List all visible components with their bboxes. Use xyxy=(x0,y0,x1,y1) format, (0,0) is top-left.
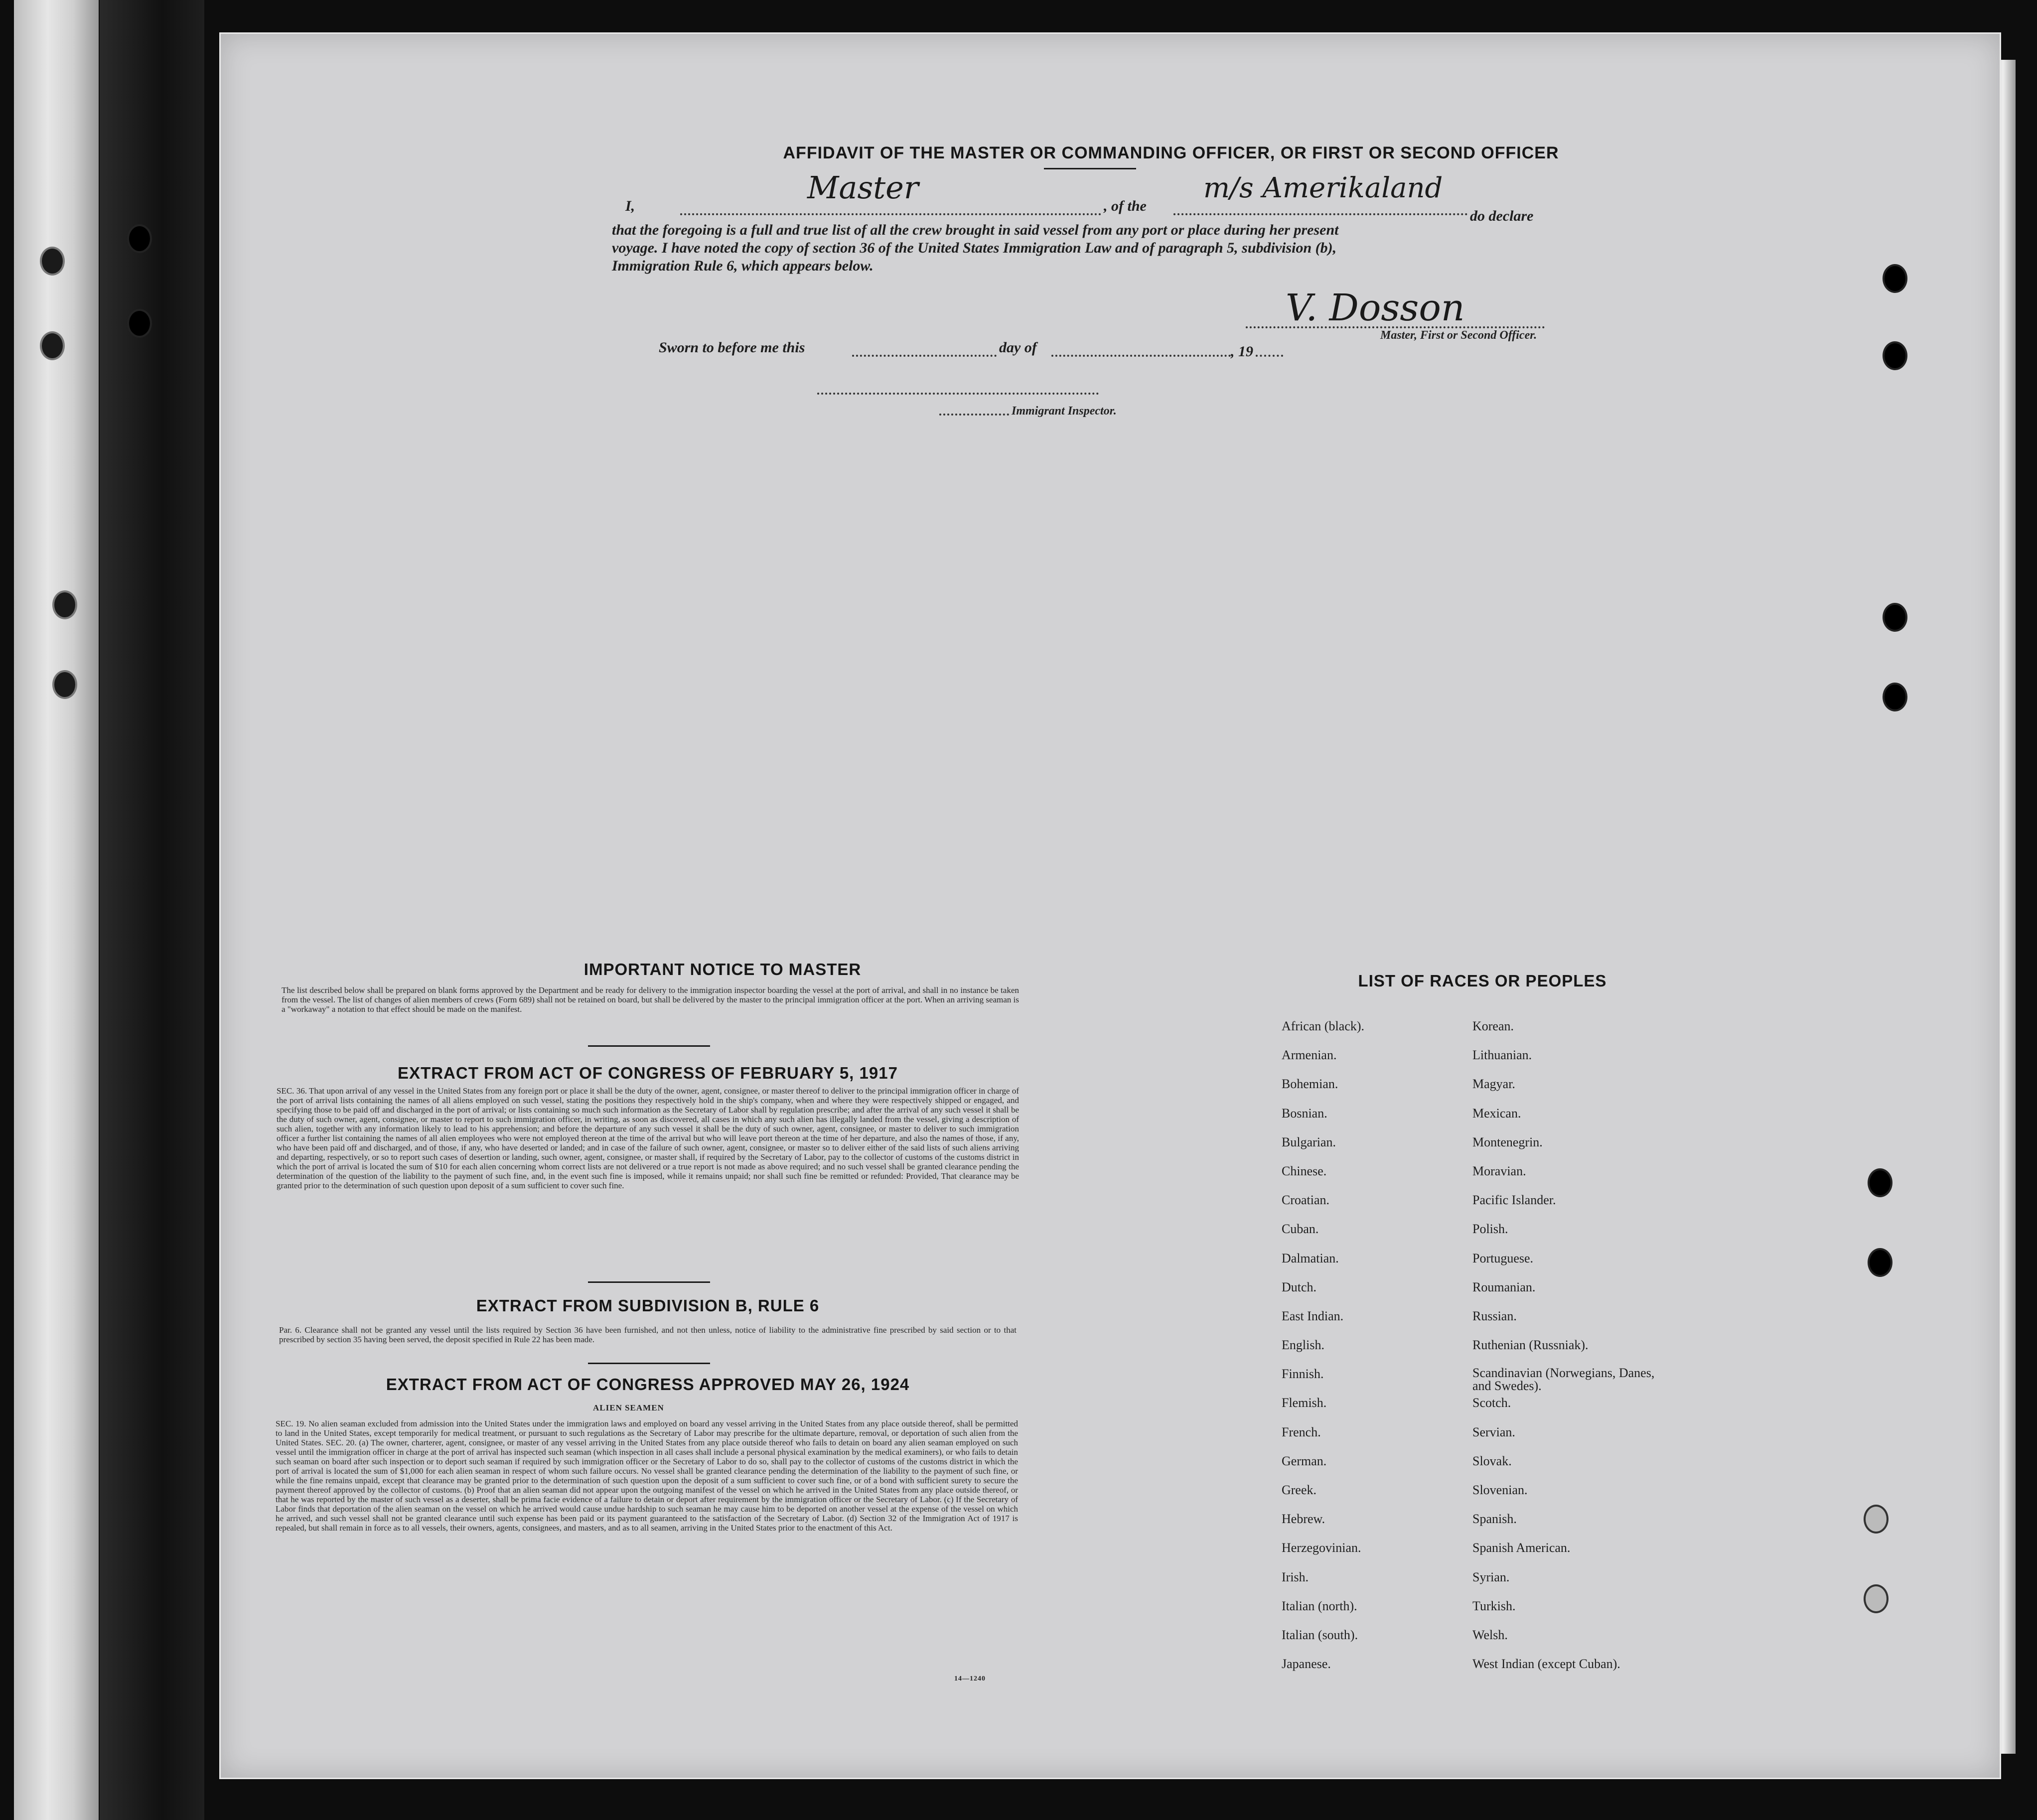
race-item: Spanish. xyxy=(1472,1512,1517,1527)
race-item: Greek. xyxy=(1282,1483,1317,1497)
race-item: Roumanian. xyxy=(1472,1279,1536,1294)
binder-hole xyxy=(40,331,65,360)
binder-hole xyxy=(52,670,77,699)
race-item: Armenian. xyxy=(1282,1048,1337,1063)
race-item: Herzegovinian. xyxy=(1282,1540,1361,1555)
race-item: Bulgarian. xyxy=(1282,1134,1336,1149)
race-item: Croatian. xyxy=(1282,1193,1330,1208)
form-number: 14—1240 xyxy=(954,1675,986,1682)
declare-text: do declare xyxy=(1470,208,1534,224)
race-item: Ruthenian (Russniak). xyxy=(1472,1338,1589,1353)
inspector-caption-line xyxy=(939,414,1009,416)
race-item: Moravian. xyxy=(1472,1163,1526,1178)
race-item: Chinese. xyxy=(1282,1163,1327,1178)
race-item: Flemish. xyxy=(1282,1396,1327,1410)
races-column-1 xyxy=(1282,1019,1364,1685)
punch-hole xyxy=(1883,603,1907,632)
race-item: Pacific Islander. xyxy=(1472,1193,1556,1208)
race-item: Lithuanian. xyxy=(1472,1048,1532,1063)
race-item: Italian (south). xyxy=(1282,1627,1358,1642)
binder-hole xyxy=(127,309,152,338)
race-item: English. xyxy=(1282,1338,1324,1353)
year-line xyxy=(1256,355,1283,357)
punch-hole xyxy=(1883,341,1907,370)
section-rule xyxy=(588,1281,710,1283)
races-column-2 xyxy=(1472,1019,1662,1685)
race-item: Montenegrin. xyxy=(1472,1134,1543,1149)
binder-spine xyxy=(100,0,204,1820)
race-item: Irish. xyxy=(1282,1569,1309,1584)
notice-title: IMPORTANT NOTICE TO MASTER xyxy=(583,960,862,979)
affidavit-line-4: Immigration Rule 6, which appears below. xyxy=(612,258,873,274)
race-item: East Indian. xyxy=(1282,1308,1344,1323)
name-handwritten: Master xyxy=(807,169,919,206)
race-item: Bosnian. xyxy=(1282,1106,1327,1120)
race-item: German. xyxy=(1282,1453,1327,1468)
title-rule xyxy=(1044,168,1136,169)
extract-1917-title: EXTRACT FROM ACT OF CONGRESS OF FEBRUARY 5, 1917 xyxy=(398,1064,898,1082)
extract-1924-title: EXTRACT FROM ACT OF CONGRESS APPROVED MAY 26, 1924 xyxy=(386,1375,910,1394)
punch-hole xyxy=(1864,1505,1889,1534)
affidavit-line-2: that the foregoing is a full and true list of all the crew brought in said vessel from any port or place during her present xyxy=(612,222,1339,238)
race-item: Slovak. xyxy=(1472,1453,1512,1468)
race-item: Spanish American. xyxy=(1472,1540,1571,1555)
punch-hole xyxy=(1883,264,1907,293)
affidavit-i: I, xyxy=(625,198,635,214)
race-item: African (black). xyxy=(1282,1019,1365,1033)
race-item: Russian. xyxy=(1472,1308,1517,1323)
extract-rule6-title: EXTRACT FROM SUBDIVISION B, RULE 6 xyxy=(476,1296,820,1315)
race-item: Magyar. xyxy=(1472,1077,1515,1092)
of-the-text: , of the xyxy=(1104,198,1147,214)
extract-rule6-body: Par. 6. Clearance shall not be granted any vessel until the lists required by Section 36 have been furnished, and not then unless, notice of liability to the administrative fine prescribed by said section or to that prescribed by section 35 having been served, the deposit specified in Rule 22 has been made. xyxy=(279,1325,1017,1344)
race-item: Servian. xyxy=(1472,1424,1515,1439)
race-item: Korean. xyxy=(1472,1019,1514,1033)
sworn-month-line xyxy=(1051,355,1231,357)
race-item: Polish. xyxy=(1472,1222,1508,1237)
section-rule xyxy=(588,1363,710,1364)
race-item: Portuguese. xyxy=(1472,1251,1534,1265)
inspector-line xyxy=(817,393,1099,395)
race-item: Italian (north). xyxy=(1282,1598,1357,1613)
race-item: Welsh. xyxy=(1472,1627,1508,1642)
binder-hole xyxy=(127,224,152,253)
race-item: French. xyxy=(1282,1424,1321,1439)
punch-hole xyxy=(1868,1168,1892,1197)
vessel-handwritten: m/s Amerikaland xyxy=(1203,172,1443,204)
affidavit-line-3: voyage. I have noted the copy of section 36 of the United States Immigration Law and of paragraph 5, subdivision (b), xyxy=(612,240,1337,256)
extract-1917-body: SEC. 36. That upon arrival of any vessel in the United States from any foreign port or place it shall be the duty of the owner, agent, consignee, or master thereof to deliver to the principal immigration officer in charge of the port of arrival lists containing the names of all aliens employed on such vessel, stating the positions they respectively hold in the ship's company, when and where they were respectively shipped or engaged, and specifying those to be paid off and discharged in the port of arrival; or lists containing so much such information as the Secretary of Labor shall by regulation prescribe; and after the arrival of any such vessel it shall be the duty of such owner, agent, consignee, or master to report to such immigration officer, in writing, as soon as discovered, all cases in which any such alien has illegally landed from the vessel, giving a description of such alien, together with any information likely to lead to his apprehension; and before the departure of any such vessel it shall be the duty of such owner, agent, consignee, or master to deliver to such immigration officer a further list containing the names of all alien employees who were not employed thereon at the time of the arrival but who will leave port thereon at the time of her departure, and also the names of those, if any, who have been paid off and discharged, and of those, if any, who have deserted or landed; and in case of the failure of such owner, agent, consignee, or master so to deliver either of the said lists of such aliens arriving and departing, respectively, or so to report such cases of desertion or landing, such owner, agent, consignee, or master shall, if required by the Secretary of Labor, pay to the collector of customs of the customs district in which the port of arrival is located the sum of $10 for each alien concerning whom correct lists are not delivered or a true report is not made as above required; and no such vessel shall be granted clearance pending the determination of the question of the liability to the payment of such fine, and, in the event such fine is imposed, while it remains unpaid; nor shall such fine be remitted or refunded: Provided, That clearance may be granted prior to the determination of such question upon deposit of a sum sufficient to cover such fine. xyxy=(277,1086,1019,1190)
race-item: Finnish. xyxy=(1282,1367,1324,1382)
race-item: Slovenian. xyxy=(1472,1483,1528,1497)
race-item: Dutch. xyxy=(1282,1279,1317,1294)
race-item: Turkish. xyxy=(1472,1598,1516,1613)
race-item: Syrian. xyxy=(1472,1569,1510,1584)
race-item: Japanese. xyxy=(1282,1657,1331,1672)
punch-hole xyxy=(1883,683,1907,711)
signature-handwritten: V. Dosson xyxy=(1286,286,1465,329)
binder-hole xyxy=(52,590,77,619)
race-item: Hebrew. xyxy=(1282,1512,1325,1527)
name-line xyxy=(680,213,1101,215)
race-item: Bohemian. xyxy=(1282,1077,1338,1092)
punch-hole xyxy=(1868,1248,1892,1277)
sworn-text: Sworn to before me this xyxy=(659,339,805,356)
inspector-caption: Immigrant Inspector. xyxy=(1012,405,1117,418)
race-item: Mexican. xyxy=(1472,1106,1521,1120)
race-item: Cuban. xyxy=(1282,1222,1319,1237)
punch-hole xyxy=(1864,1584,1889,1613)
section-rule xyxy=(588,1045,710,1047)
notice-body: The list described below shall be prepared on blank forms approved by the Department and be ready for delivery to the immigration inspector boarding the vessel at the port of arrival, and shall in no instance be taken from the vessel. The list of changes of alien members of crews (Form 689) shall not be retained on board, but shall be delivered by the master to the principal immigration officer at the port. When an arriving seaman is a "workaway" a notation to that effect should be made on the manifest. xyxy=(282,985,1019,1014)
extract-1924-body: SEC. 19. No alien seaman excluded from admission into the United States under the immigration laws and employed on board any vessel arriving in the United States from any place outside thereof, shall be permitted to land in the United States, except temporarily for medical treatment, or pursuant to such regulations as the Secretary of Labor may prescribe for the ultimate departure, removal, or deportation of such alien from the United States. SEC. 20. (a) The owner, charterer, agent, consignee, or master of any vessel arriving in the United States from any place outside thereof who fails to detain on board any alien seaman employed on such vessel until the immigration officer in charge at the port of arrival has inspected such seaman (which inspection in all cases shall include a personal physical examination by the medical examiners), or who fails to detain such seaman on board after such inspection or to deport such seaman if required by such immigration officer or the Secretary of Labor to do so, shall pay to the collector of customs of the customs district in which the port of arrival is located the sum of $1,000 for each alien seaman in respect of whom such failure occurs. No vessel shall be granted clearance pending the determination of the liability to the payment of such fine, or while the fine remains unpaid, except that clearance may be granted prior to the determination of such question upon the deposit of a sum sufficient to cover such fine, or of a bond with sufficient surety to secure the payment thereof approved by the collector of customs. (b) Proof that an alien seaman did not appear upon the outgoing manifest of the vessel on which he arrived in the United States from any place outside thereof, or that he was reported by the master of such vessel as a deserter, shall be prima facie evidence of a failure to detain or deport after requirement by the immigration officer or the Secretary of Labor. (c) If the Secretary of Labor finds that deportation of the alien seaman on the vessel on which he arrived would cause undue hardship to such seaman he may cause him to be deported on another vessel at the expense of the vessel on which he arrived, and such vessel shall not be granted clearance until such expense has been paid or its payment guaranteed to the satisfaction of the Secretary of Labor. (d) Section 32 of the Immigration Act of 1917 is repealed, but shall remain in force as to all vessels, their owners, agents, consignees, and masters, and as to all seamen, arriving in the United States prior to the enactment of this Act. xyxy=(276,1419,1018,1533)
signature-caption: Master, First or Second Officer. xyxy=(1380,329,1537,342)
race-item: Scandinavian (Norwegians, Danes, and Swedes). xyxy=(1472,1366,1655,1394)
day-of-text: day of xyxy=(999,339,1037,356)
race-item: Dalmatian. xyxy=(1282,1251,1339,1265)
race-item: Scotch. xyxy=(1472,1396,1511,1410)
sworn-day-line xyxy=(852,355,997,357)
binder-hole xyxy=(40,247,65,276)
extract-1924-subtitle: ALIEN SEAMEN xyxy=(593,1403,664,1412)
affidavit-title: AFFIDAVIT OF THE MASTER OR COMMANDING OFFICER, OR FIRST OR SECOND OFFICER xyxy=(783,143,1559,162)
races-title: LIST OF RACES OR PEOPLES xyxy=(1358,972,1607,990)
vessel-line xyxy=(1173,213,1467,215)
race-item: West Indian (except Cuban). xyxy=(1472,1657,1620,1672)
year-prefix: , 19 xyxy=(1231,343,1253,360)
